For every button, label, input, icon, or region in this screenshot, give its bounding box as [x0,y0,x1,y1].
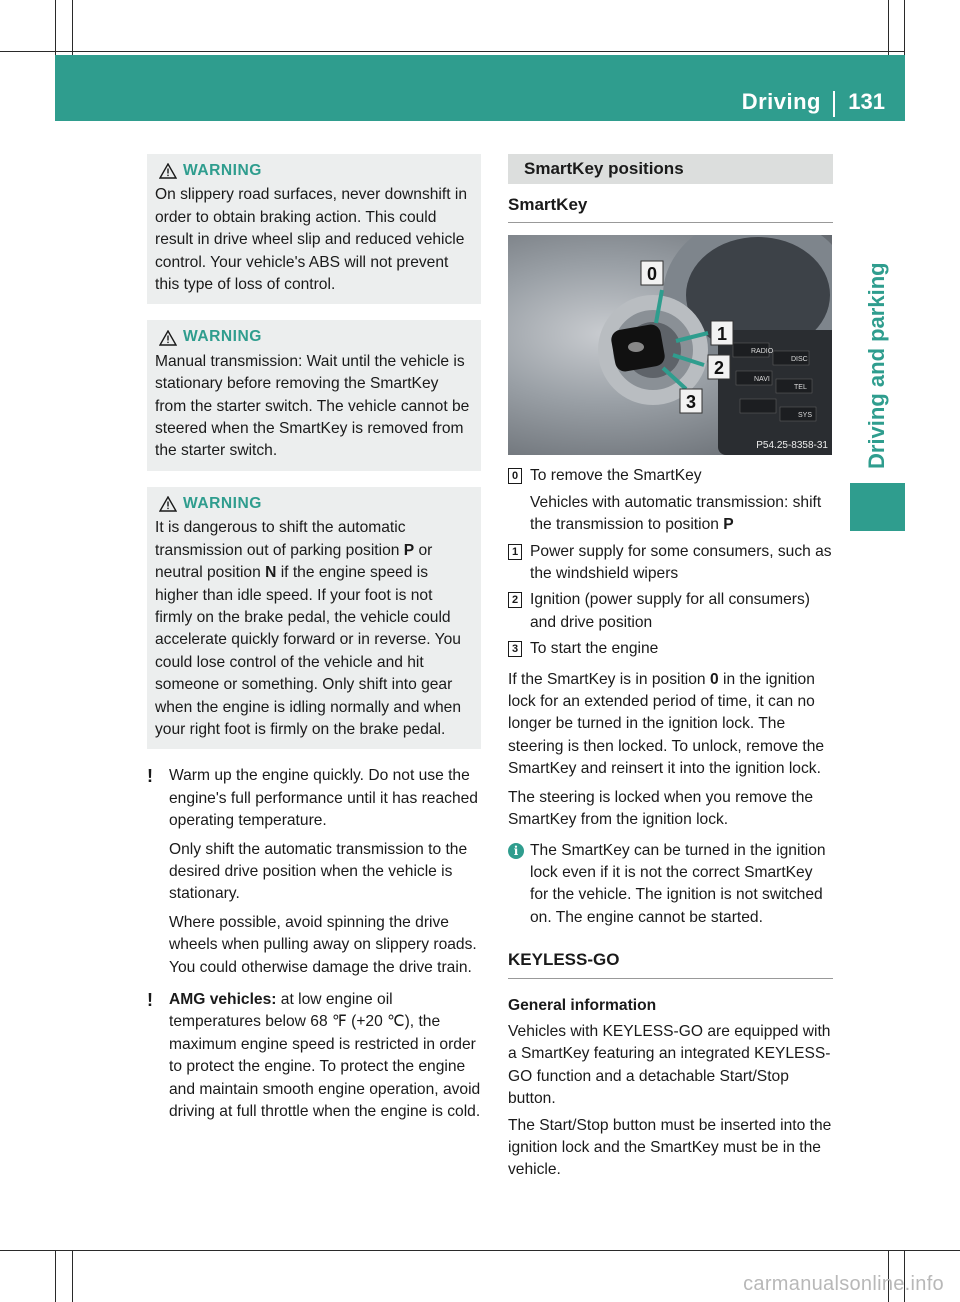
warning-heading [159,326,473,348]
page-header [55,55,905,121]
warning-text: On slippery road surfaces, never downshift in order to obtain braking action. This could result in drive wheel slip and reduced vehicle control. Your vehicle's ABS will not prevent this type of loss of control. [155,186,468,294]
position-label: 2 [713,358,725,379]
body-paragraph: Vehicles with KEYLESS-GO are equipped with a SmartKey featuring an integrated KEYLESS-GO function and a detachable Start/Stop button. [508,1022,831,1108]
list-item: 1 Power supply for some consumers, such as the windshield wipers [508,541,833,586]
left-column [147,154,481,1123]
crop-mark [55,0,56,55]
warning-triangle-icon [159,496,177,512]
note-paragraph: Only shift the automatic transmission to the desired drive position when the vehicle is stationary. [169,840,468,903]
crop-mark [0,1250,960,1251]
warning-label: WARNING [183,328,262,346]
exclamation-icon: ! [147,990,153,1010]
caution-note [147,989,481,1123]
caution-note [147,765,481,979]
general-info-title: General information [508,996,657,1014]
button-label: NAVI [754,376,770,384]
position-number: 1 [508,544,522,560]
info-icon: i [508,843,524,859]
button-label: RADIO [751,348,774,356]
button-label: DISC [791,356,808,364]
header-title: Driving [741,89,821,114]
crop-mark [72,1250,73,1302]
figure-code: P54.25-8358-31 [756,440,828,452]
position-label: 3 [685,392,697,413]
position-label: 1 [716,324,728,345]
subsection-title: SmartKey [508,184,833,223]
exclamation-icon: ! [147,766,153,787]
warning-heading [159,493,473,515]
note-paragraph: AMG vehicles: at low engine oil temperatures below 68 ℉ (+20 ℃), the maximum engine speed is restricted in order to protect the engine. To protect the engine and maintain smooth engine operation, avoid driving at full throttle when the engine is cold. [169,991,481,1121]
section-title: SmartKey positions [508,154,833,184]
warning-label: WARNING [183,162,262,179]
crop-mark [888,0,889,55]
watermark: carmanualsonline.info [743,1273,944,1295]
crop-mark [55,1250,56,1302]
warning-label: WARNING [183,494,262,512]
smartkey-figure [508,235,832,455]
page-number: 131 [848,89,885,114]
position-number: 2 [508,592,522,608]
body-paragraph: The steering is locked when you remove the SmartKey from the ignition lock. [508,788,814,829]
position-number: 3 [508,641,522,657]
warning-triangle-icon [159,330,177,346]
note-paragraph: Where possible, avoid spinning the drive wheels when pulling away on slippery roads. You could otherwise damage the drive train. [169,913,477,976]
info-note: i The SmartKey can be turned in the ignition lock even if it is not the correct SmartKey for the vehicle. The ignition is not switched on. The engine cannot be started. [508,840,833,930]
button-label: TEL [794,384,807,392]
side-tab [850,121,905,481]
list-item: 0 To remove the SmartKey Vehicles with automatic transmission: shift the transmission to position P [508,465,833,536]
warning-box [147,487,481,749]
warning-triangle-icon [159,163,177,179]
keyless-go-title: KEYLESS-GO [508,939,833,978]
position-label: 0 [646,264,658,285]
crop-mark [904,0,905,55]
side-tab-block [850,483,905,531]
ignition-illustration [508,235,832,455]
body-paragraph: The Start/Stop button must be inserted into the ignition lock and the SmartKey must be in the vehicle. [508,1116,832,1179]
button-label: SYS [798,412,813,420]
side-tab-label: Driving and parking [864,262,889,469]
warning-text: Manual transmission: Wait until the vehicle is stationary before removing the SmartKey from the starter switch. The vehicle cannot be steered when the SmartKey is removed from the starter switch. [155,352,470,460]
list-item: 2 Ignition (power supply for all consumers) and drive position [508,589,833,634]
warning-box [147,320,481,470]
crop-mark [72,0,73,55]
note-paragraph: Warm up the engine quickly. Do not use the engine's full performance until it has reached operating temperature. [169,767,478,830]
warning-box [147,154,481,304]
positions-list [508,465,833,660]
header-separator [833,91,835,117]
crop-mark [0,51,905,52]
list-item: 3 To start the engine [508,638,833,660]
position-number: 0 [508,468,522,484]
warning-heading [159,160,473,182]
warning-text: It is dangerous to shift the automatic transmission out of parking position P or neutral position N if the engine speed is higher than idle speed. If your foot is not firmly on the brake pedal, the vehicle could accelerate quickly forward or in reverse. You could lose control of the vehicle and hit someone or something. Only shift into gear when the engine is idling normally and when your right foot is firmly on the brake pedal. [155,519,462,738]
right-column [508,154,833,1182]
body-paragraph: If the SmartKey is in position 0 in the ignition lock for an extended period of time, it can no longer be turned in the ignition lock. The steering is then locked. To unlock, remove the SmartKey and reinsert it into the ignition lock. [508,670,825,778]
